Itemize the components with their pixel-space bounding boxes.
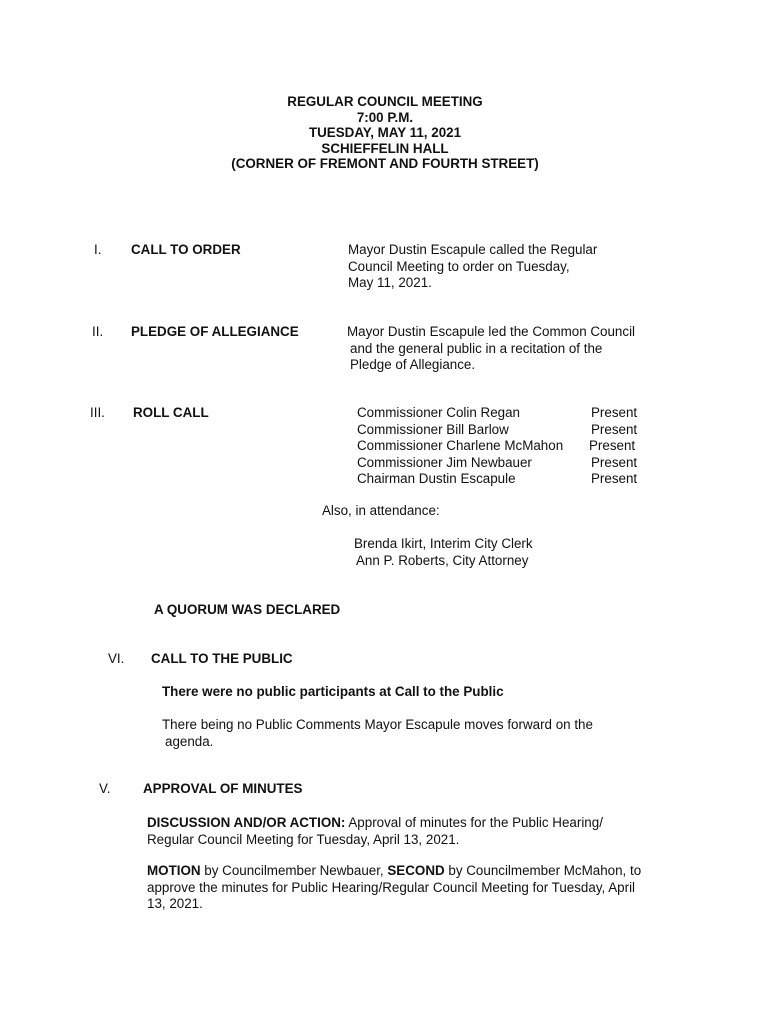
text-line: and the general public in a recitation of the — [350, 340, 603, 356]
roll-call-row — [357, 455, 647, 472]
member-name: Chairman Dustin Escapule — [357, 471, 516, 486]
public-comments-text — [162, 717, 593, 750]
section-heading-pledge: PLEDGE OF ALLEGIANCE — [131, 324, 299, 339]
motion-line: approve the minutes for Public Hearing/Regular Council Meeting for Tuesday, April — [147, 879, 636, 895]
no-participants-note: There were no public participants at Call to the Public — [162, 684, 504, 699]
motion-label: MOTION — [147, 863, 201, 878]
section-heading-approval-of-minutes: APPROVAL OF MINUTES — [143, 781, 303, 796]
text-line: May 11, 2021. — [348, 275, 432, 290]
section-numeral: VI. — [108, 651, 125, 666]
motion-line — [147, 863, 641, 880]
section-numeral: I. — [94, 242, 102, 257]
section-numeral: III. — [90, 405, 105, 420]
second-label: SECOND — [387, 863, 445, 878]
motion-text: by Councilmember Newbauer, — [200, 863, 388, 878]
call-to-order-text — [348, 242, 597, 292]
text-line: Council Meeting to order on Tuesday, — [348, 258, 570, 274]
member-status: Present — [591, 421, 638, 437]
attendee: Ann P. Roberts, City Attorney — [356, 552, 529, 568]
discussion-line: Regular Council Meeting for Tuesday, April 13, 2021. — [147, 831, 460, 847]
section-heading-roll-call: ROLL CALL — [133, 405, 209, 420]
roll-call-row — [357, 471, 647, 488]
section-heading-call-to-order: CALL TO ORDER — [131, 242, 241, 257]
motion-text: by Councilmember McMahon, to — [444, 863, 642, 878]
member-status: Present — [591, 471, 638, 486]
pledge-text — [347, 324, 635, 374]
member-name: Commissioner Charlene McMahon — [357, 438, 564, 453]
meeting-header — [0, 94, 770, 172]
quorum-statement: A QUORUM WAS DECLARED — [154, 602, 341, 617]
discussion-label: DISCUSSION AND/OR ACTION: — [147, 815, 346, 830]
section-numeral: V. — [99, 781, 111, 796]
text-line: agenda. — [165, 733, 214, 749]
attendee: Brenda Ikirt, Interim City Clerk — [354, 536, 533, 551]
roll-call-row — [357, 405, 647, 422]
member-status: Present — [591, 405, 638, 420]
member-name: Commissioner Bill Barlow — [357, 421, 509, 437]
discussion-line — [147, 815, 603, 832]
text-line: There being no Public Comments Mayor Escapule moves forward on the — [162, 717, 593, 732]
header-title: REGULAR COUNCIL MEETING — [287, 94, 483, 109]
motion-line: 13, 2021. — [147, 896, 203, 911]
header-time: 7:00 P.M. — [356, 109, 414, 125]
text-line: Mayor Dustin Escapule called the Regular — [348, 242, 598, 257]
also-in-attendance-label: Also, in attendance: — [322, 503, 440, 518]
discussion-text: Approval of minutes for the Public Hearing/ — [345, 815, 603, 830]
header-date: TUESDAY, MAY 11, 2021 — [308, 125, 462, 140]
member-name: Commissioner Colin Regan — [357, 405, 520, 420]
motion-paragraph — [147, 863, 641, 913]
roll-call-row — [357, 422, 647, 439]
header-location: (CORNER OF FREMONT AND FOURTH STREET) — [231, 156, 539, 171]
text-line: Pledge of Allegiance. — [350, 357, 476, 372]
section-heading-call-to-public: CALL TO THE PUBLIC — [151, 651, 293, 666]
discussion-paragraph — [147, 815, 603, 848]
section-numeral: II. — [92, 324, 104, 339]
attendee-list — [354, 536, 533, 569]
roll-call-row — [357, 438, 647, 455]
header-venue: SCHIEFFELIN HALL — [321, 140, 449, 156]
member-name: Commissioner Jim Newbauer — [357, 454, 532, 470]
member-status: Present — [591, 454, 638, 470]
member-status: Present — [589, 438, 636, 453]
text-line: Mayor Dustin Escapule led the Common Council — [347, 324, 636, 339]
